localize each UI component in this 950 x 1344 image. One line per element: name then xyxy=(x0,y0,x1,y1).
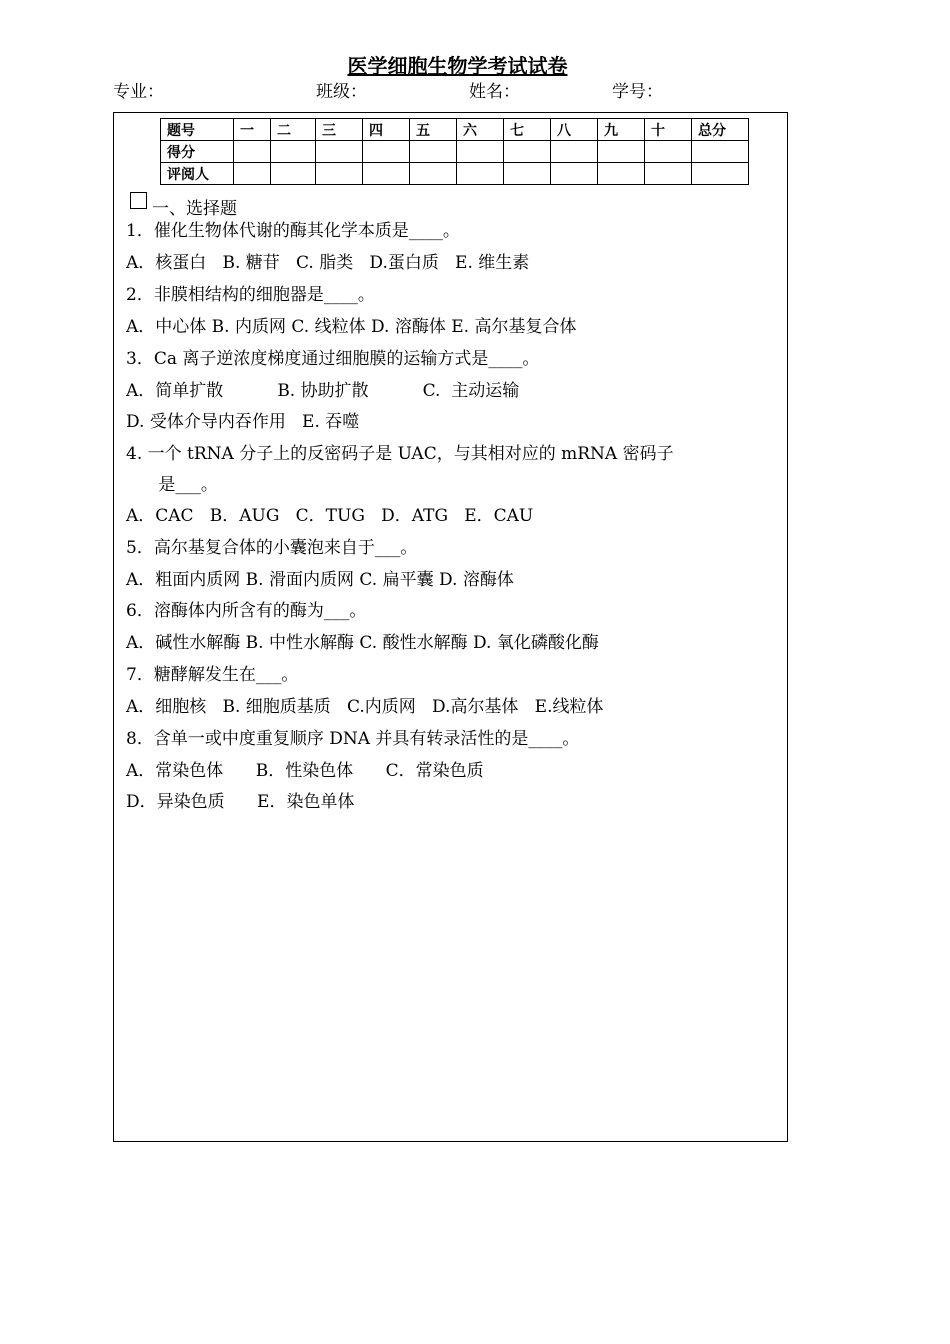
score-cell xyxy=(692,141,749,163)
score-header-cell: 题号 xyxy=(161,119,234,141)
answer-options: D．异染色质 E．染色单体 xyxy=(126,792,355,812)
reviewer-cell xyxy=(645,163,692,185)
question-text: 3．Ca 离子逆浓度梯度通过细胞膜的运输方式是____。 xyxy=(126,349,540,369)
reviewer-row-label: 评阅人 xyxy=(161,163,234,185)
answer-options: D. 受体介导内吞作用 E. 吞噬 xyxy=(126,412,360,432)
question-text: 7．糖酵解发生在___。 xyxy=(126,665,299,685)
score-header-cell: 二 xyxy=(271,119,316,141)
score-header-cell: 九 xyxy=(598,119,645,141)
score-cell xyxy=(504,141,551,163)
question-text: 1．催化生物体代谢的酶其化学本质是____。 xyxy=(126,221,460,241)
answer-options: A．常染色体 B．性染色体 C．常染色质 xyxy=(126,761,484,781)
score-header-cell: 十 xyxy=(645,119,692,141)
answer-options: A．碱性水解酶 B. 中性水解酶 C. 酸性水解酶 D. 氧化磷酸化酶 xyxy=(126,633,599,653)
score-cell xyxy=(234,141,271,163)
reviewer-cell xyxy=(271,163,316,185)
exam-title: 医学细胞生物学考试试卷 xyxy=(347,54,568,78)
question-text: 8．含单一或中度重复顺序 DNA 并具有转录活性的是____。 xyxy=(126,729,580,749)
reviewer-cell xyxy=(598,163,645,185)
reviewer-cell xyxy=(692,163,749,185)
score-row xyxy=(161,141,749,163)
answer-options: A．简单扩散 B. 协助扩散 C. 主动运输 xyxy=(126,381,520,401)
reviewer-row xyxy=(161,163,749,185)
major-label: 专业： xyxy=(113,82,164,102)
score-cell xyxy=(410,141,457,163)
score-cell xyxy=(598,141,645,163)
question-text: 2．非膜相结构的细胞器是____。 xyxy=(126,285,375,305)
section-checkbox[interactable] xyxy=(130,192,147,209)
class-label: 班级： xyxy=(316,82,367,102)
score-header-cell: 四 xyxy=(363,119,410,141)
reviewer-cell xyxy=(316,163,363,185)
student-id-label: 学号： xyxy=(612,82,663,102)
section-title: 一、选择题 xyxy=(152,199,237,219)
reviewer-cell xyxy=(234,163,271,185)
score-header-cell: 三 xyxy=(316,119,363,141)
reviewer-cell xyxy=(504,163,551,185)
score-cell xyxy=(363,141,410,163)
question-text-continued: 是___。 xyxy=(126,475,218,495)
reviewer-cell xyxy=(410,163,457,185)
answer-options: A．细胞核 B. 细胞质基质 C.内质网 D.高尔基体 E.线粒体 xyxy=(126,697,604,717)
name-label: 姓名： xyxy=(469,82,520,102)
answer-options: A．核蛋白 B. 糖苷 C. 脂类 D.蛋白质 E. 维生素 xyxy=(126,253,530,273)
score-cell xyxy=(457,141,504,163)
score-header-cell: 八 xyxy=(551,119,598,141)
reviewer-cell xyxy=(457,163,504,185)
score-header-cell: 七 xyxy=(504,119,551,141)
score-header-cell: 五 xyxy=(410,119,457,141)
score-cell xyxy=(551,141,598,163)
reviewer-cell xyxy=(551,163,598,185)
score-header-cell: 六 xyxy=(457,119,504,141)
reviewer-cell xyxy=(363,163,410,185)
score-row-label: 得分 xyxy=(161,141,234,163)
score-cell xyxy=(271,141,316,163)
question-text: 6．溶酶体内所含有的酶为___。 xyxy=(126,601,367,621)
question-text: 5．高尔基复合体的小囊泡来自于___。 xyxy=(126,538,418,558)
answer-options: A．CAC B．AUG C．TUG D．ATG E．CAU xyxy=(126,506,534,526)
score-cell xyxy=(316,141,363,163)
score-header-cell: 一 xyxy=(234,119,271,141)
answer-options: A．中心体 B. 内质网 C. 线粒体 D. 溶酶体 E. 高尔基复合体 xyxy=(126,317,577,337)
answer-options: A．粗面内质网 B. 滑面内质网 C. 扁平囊 D. 溶酶体 xyxy=(126,570,514,590)
score-cell xyxy=(645,141,692,163)
score-table xyxy=(160,118,749,185)
score-table-header-row xyxy=(161,119,749,141)
score-header-cell: 总分 xyxy=(692,119,749,141)
question-text: 4. 一个 tRNA 分子上的反密码子是 UAC，与其相对应的 mRNA 密码子 xyxy=(126,444,674,464)
